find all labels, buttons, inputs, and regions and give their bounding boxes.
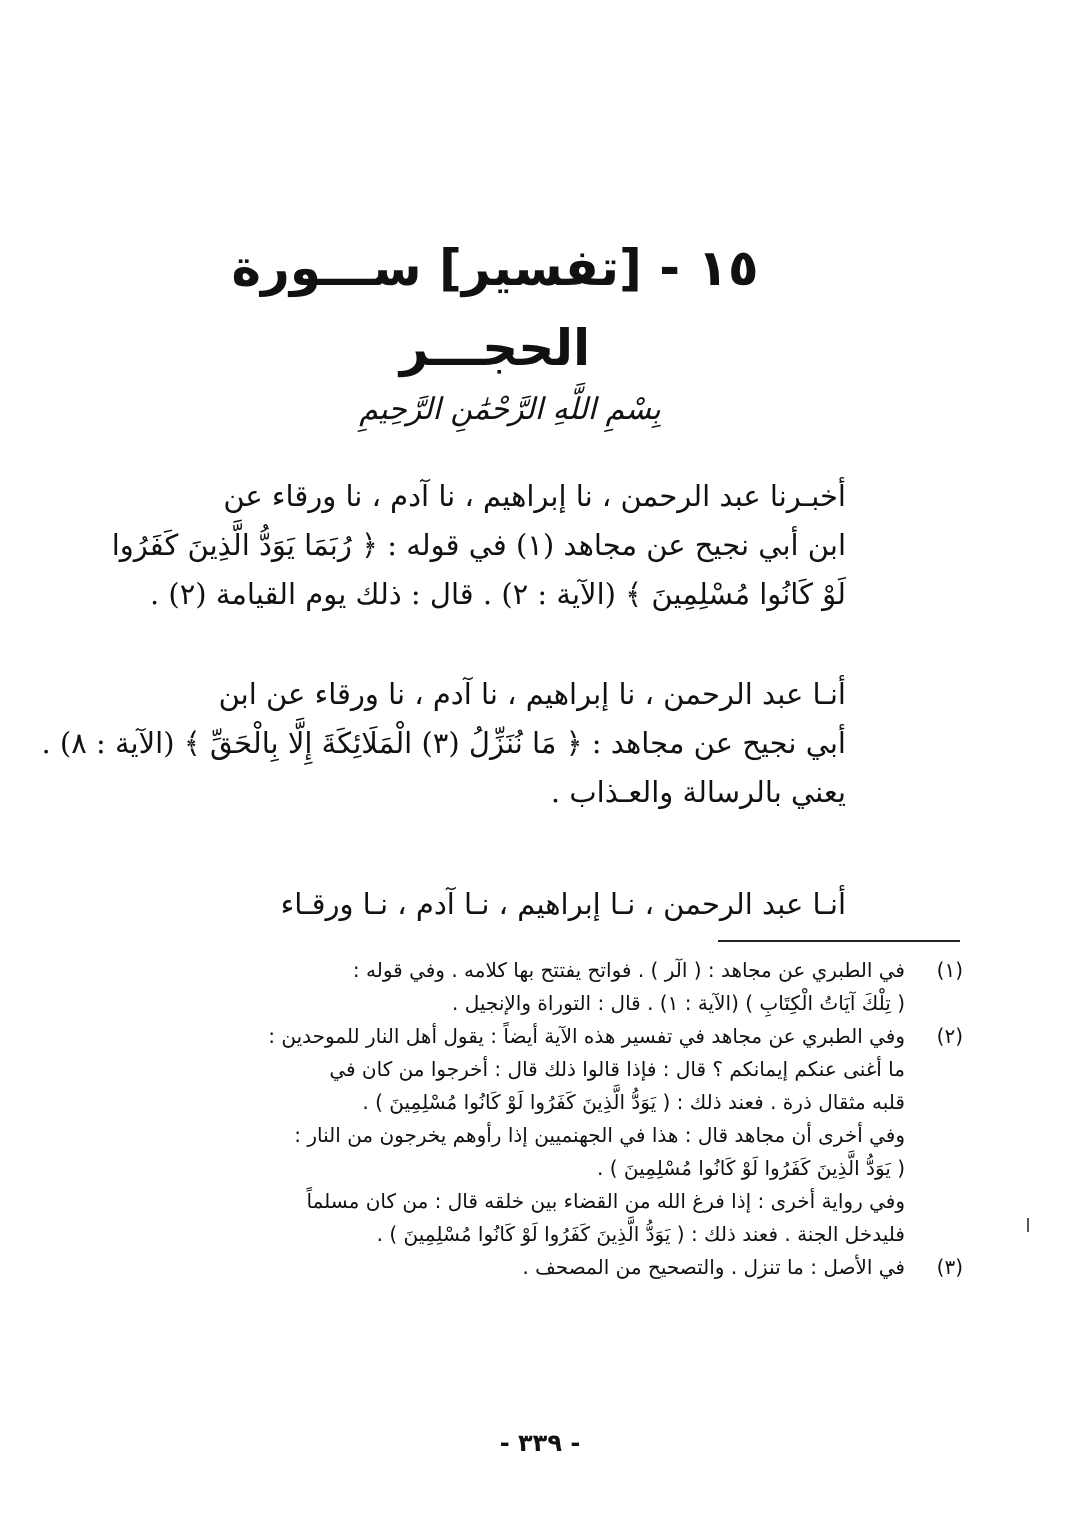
footnote-line: ( تِلْكَ آيَاتُ الْكِتَابِ ) (الآية : ١) . قال : التوراة والإنجيل . [452,991,905,1015]
footnote-line: وفي أخرى أن مجاهد قال : هذا في الجهنميين إذا رأوهم يخرجون من النار : [294,1123,905,1147]
paragraph-1 [111,472,846,619]
paragraph-line: أخبـرنا عبد الرحمن ، نا إبراهيم ، نا آدم ، نا ورقاء عن [223,479,846,513]
paragraph-line: أنـا عبد الرحمن ، نا إبراهيم ، نا آدم ، نا ورقاء عن ابن [218,677,846,711]
footnote-number: (٢) [936,1024,963,1048]
page-number: - ٣٣٩ - [499,1429,581,1457]
footnote-divider [718,940,960,942]
basmala-calligraphy: بِسْمِ اللَّهِ الرَّحْمَٰنِ الرَّحِيمِ [359,392,661,427]
paragraph-3 [118,880,846,929]
margin-mark [1027,1218,1029,1232]
footnote-2 [118,1020,963,1251]
footnote-line: في الأصل : ما تنزل . والتصحيح من المصحف . [522,1255,905,1279]
footnote-line: وفي الطبري عن مجاهد في تفسير هذه الآية أيضاً : يقول أهل النار للموحدين : [268,1024,905,1048]
footnote-line: في الطبري عن مجاهد : ( الٓر ) . فواتح يفتتح بها كلامه . وفي قوله : [352,958,905,982]
footnote-1 [118,954,963,1020]
paragraph-line: أبي نجيح عن مجاهد : ﴿ مَا نُنَزِّلُ (٣) الْمَلَائِكَةَ إِلَّا بِالْحَقِّ ﴾ (الآية : ٨) . [41,726,846,760]
paragraph-line: أنـا عبد الرحمن ، نـا إبراهيم ، نـا آدم ، نـا ورقـاء [280,887,846,921]
footnotes [118,954,963,1284]
paragraph-line: ابن أبي نجيح عن مجاهد (١) في قوله : ﴿ رُبَمَا يَوَدُّ الَّذِينَ كَفَرُوا [111,528,846,562]
footnote-line: وفي رواية أخرى : إذا فرغ الله من القضاء بين خلقه قال : من كان مسلماً [306,1189,905,1213]
footnote-number: (٣) [936,1255,963,1279]
footnote-3 [118,1251,963,1284]
footnote-line: فليدخل الجنة . فعند ذلك : ( يَوَدُّ الَّذِينَ كَفَرُوا لَوْ كَانُوا مُسْلِمِينَ ) . [376,1222,905,1246]
footnote-line: قلبه مثقال ذرة . فعند ذلك : ( يَوَدُّ الَّذِينَ كَفَرُوا لَوْ كَانُوا مُسْلِمِينَ ) . [362,1090,905,1114]
paragraph-line: لَوْ كَانُوا مُسْلِمِينَ ﴾ (الآية : ٢) . قال : ذلك يوم القيامة (٢) . [149,577,846,611]
footnote-line: ما أغنى عنكم إيمانكم ؟ قال : فإذا قالوا ذلك قال : أخرجوا من كان في [329,1057,905,1081]
paragraph-2 [41,670,846,817]
footnote-number: (١) [936,958,963,982]
paragraph-line: يعني بالرسالة والعـذاب . [550,775,846,809]
footnote-line: ( يَوَدُّ الَّذِينَ كَفَرُوا لَوْ كَانُوا مُسْلِمِينَ ) . [597,1156,905,1180]
chapter-title: ١٥ - [تفسير] ســـورة الحجـــر [231,239,759,377]
